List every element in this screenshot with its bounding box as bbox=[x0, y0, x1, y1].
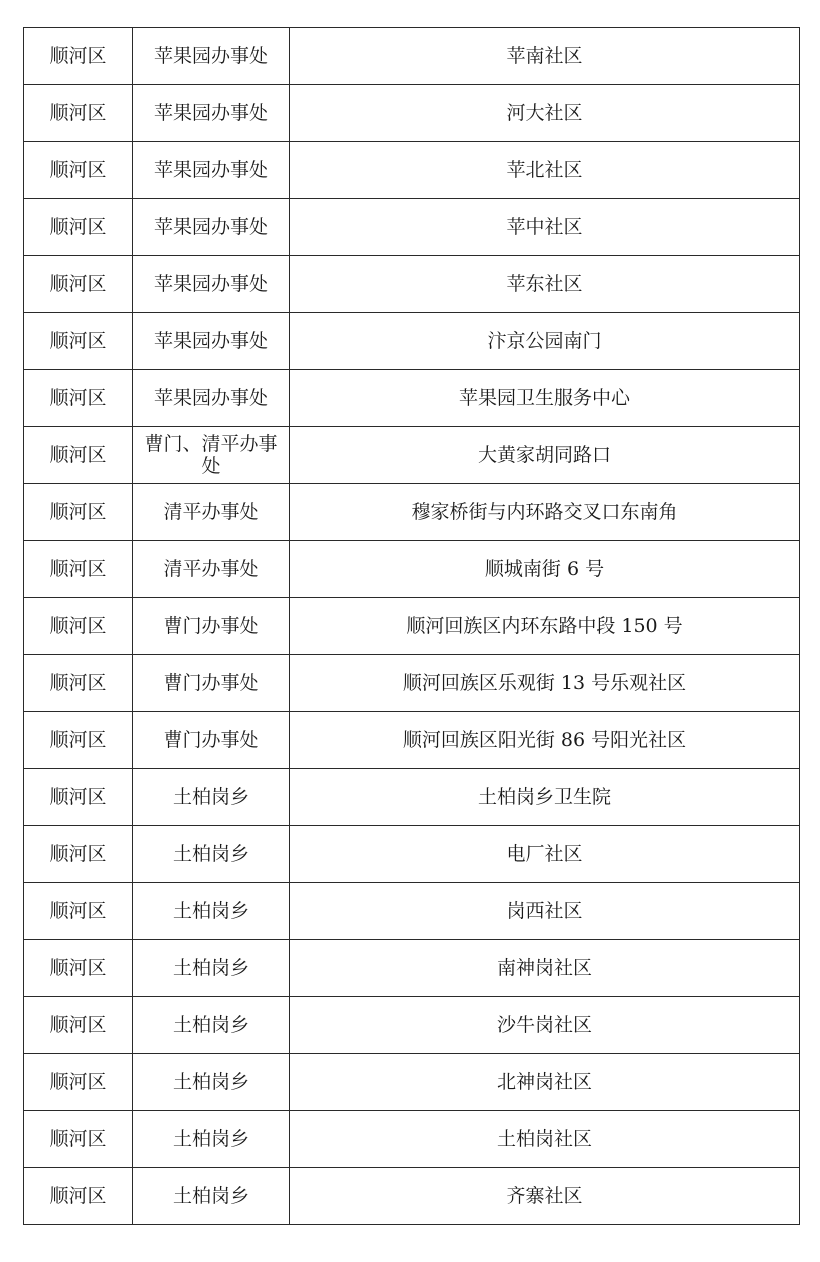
table-row bbox=[24, 940, 800, 997]
table-row bbox=[24, 826, 800, 883]
district-cell: 顺河区 bbox=[24, 142, 133, 199]
district-cell: 顺河区 bbox=[24, 940, 133, 997]
table-row bbox=[24, 256, 800, 313]
office-label: 曹门、清平办事处 bbox=[144, 433, 278, 477]
table-row bbox=[24, 142, 800, 199]
table-row bbox=[24, 883, 800, 940]
table-row bbox=[24, 1168, 800, 1225]
office-cell bbox=[133, 1111, 290, 1168]
office-label: 苹果园办事处 bbox=[153, 387, 268, 409]
district-cell: 顺河区 bbox=[24, 655, 133, 712]
office-label: 清平办事处 bbox=[163, 558, 259, 580]
district-cell: 顺河区 bbox=[24, 997, 133, 1054]
location-cell: 南神岗社区 bbox=[290, 940, 800, 997]
office-label: 土柏岗乡 bbox=[172, 786, 249, 808]
district-cell: 顺河区 bbox=[24, 313, 133, 370]
office-cell bbox=[133, 997, 290, 1054]
district-cell: 顺河区 bbox=[24, 427, 133, 484]
table-row bbox=[24, 655, 800, 712]
office-cell bbox=[133, 712, 290, 769]
sites-table bbox=[23, 27, 800, 1225]
location-cell: 穆家桥街与内环路交叉口东南角 bbox=[290, 484, 800, 541]
office-cell bbox=[133, 484, 290, 541]
district-cell: 顺河区 bbox=[24, 1054, 133, 1111]
location-cell: 大黄家胡同路口 bbox=[290, 427, 800, 484]
table-row bbox=[24, 712, 800, 769]
office-label: 曹门办事处 bbox=[163, 729, 259, 751]
location-cell: 齐寨社区 bbox=[290, 1168, 800, 1225]
office-cell bbox=[133, 769, 290, 826]
location-cell: 顺河回族区阳光街 86 号阳光社区 bbox=[290, 712, 800, 769]
location-cell: 沙牛岗社区 bbox=[290, 997, 800, 1054]
location-cell: 顺城南街 6 号 bbox=[290, 541, 800, 598]
table-row bbox=[24, 313, 800, 370]
district-cell: 顺河区 bbox=[24, 1168, 133, 1225]
office-cell bbox=[133, 256, 290, 313]
location-cell: 苹果园卫生服务中心 bbox=[290, 370, 800, 427]
district-cell: 顺河区 bbox=[24, 883, 133, 940]
location-cell: 土柏岗社区 bbox=[290, 1111, 800, 1168]
office-cell bbox=[133, 541, 290, 598]
office-cell bbox=[133, 313, 290, 370]
office-cell bbox=[133, 826, 290, 883]
office-label: 苹果园办事处 bbox=[153, 102, 268, 124]
location-cell: 顺河回族区内环东路中段 150 号 bbox=[290, 598, 800, 655]
office-label: 土柏岗乡 bbox=[172, 1014, 249, 1036]
office-cell bbox=[133, 370, 290, 427]
location-cell: 河大社区 bbox=[290, 85, 800, 142]
district-cell: 顺河区 bbox=[24, 769, 133, 826]
district-cell: 顺河区 bbox=[24, 541, 133, 598]
table-row bbox=[24, 1054, 800, 1111]
table-row bbox=[24, 427, 800, 484]
office-cell bbox=[133, 655, 290, 712]
table-row bbox=[24, 28, 800, 85]
district-cell: 顺河区 bbox=[24, 370, 133, 427]
office-label: 土柏岗乡 bbox=[172, 957, 249, 979]
district-cell: 顺河区 bbox=[24, 826, 133, 883]
office-cell bbox=[133, 598, 290, 655]
office-label: 土柏岗乡 bbox=[172, 1071, 249, 1093]
office-label: 土柏岗乡 bbox=[172, 900, 249, 922]
office-label: 曹门办事处 bbox=[163, 615, 259, 637]
location-cell: 苹东社区 bbox=[290, 256, 800, 313]
office-cell bbox=[133, 1168, 290, 1225]
office-cell bbox=[133, 883, 290, 940]
table-row bbox=[24, 484, 800, 541]
location-cell: 岗西社区 bbox=[290, 883, 800, 940]
office-label: 苹果园办事处 bbox=[153, 216, 268, 238]
district-cell: 顺河区 bbox=[24, 598, 133, 655]
table-row bbox=[24, 541, 800, 598]
location-cell: 北神岗社区 bbox=[290, 1054, 800, 1111]
location-cell: 汴京公园南门 bbox=[290, 313, 800, 370]
location-cell: 电厂社区 bbox=[290, 826, 800, 883]
district-cell: 顺河区 bbox=[24, 199, 133, 256]
table-row bbox=[24, 85, 800, 142]
district-cell: 顺河区 bbox=[24, 256, 133, 313]
office-label: 苹果园办事处 bbox=[153, 330, 268, 352]
table-row bbox=[24, 199, 800, 256]
table-row bbox=[24, 370, 800, 427]
office-cell bbox=[133, 427, 290, 484]
office-label: 土柏岗乡 bbox=[172, 1128, 249, 1150]
table-row bbox=[24, 997, 800, 1054]
office-label: 土柏岗乡 bbox=[172, 843, 249, 865]
location-cell: 苹中社区 bbox=[290, 199, 800, 256]
table-row bbox=[24, 598, 800, 655]
district-cell: 顺河区 bbox=[24, 1111, 133, 1168]
location-cell: 苹南社区 bbox=[290, 28, 800, 85]
location-cell: 顺河回族区乐观街 13 号乐观社区 bbox=[290, 655, 800, 712]
office-cell bbox=[133, 28, 290, 85]
office-cell bbox=[133, 1054, 290, 1111]
office-label: 曹门办事处 bbox=[163, 672, 259, 694]
office-cell bbox=[133, 199, 290, 256]
office-cell bbox=[133, 142, 290, 199]
office-cell bbox=[133, 85, 290, 142]
table-body bbox=[24, 28, 800, 1225]
table-row bbox=[24, 769, 800, 826]
district-cell: 顺河区 bbox=[24, 484, 133, 541]
location-cell: 苹北社区 bbox=[290, 142, 800, 199]
district-cell: 顺河区 bbox=[24, 28, 133, 85]
district-cell: 顺河区 bbox=[24, 712, 133, 769]
location-cell: 土柏岗乡卫生院 bbox=[290, 769, 800, 826]
office-label: 苹果园办事处 bbox=[153, 159, 268, 181]
district-cell: 顺河区 bbox=[24, 85, 133, 142]
office-cell bbox=[133, 940, 290, 997]
office-label: 苹果园办事处 bbox=[153, 273, 268, 295]
table-row bbox=[24, 1111, 800, 1168]
office-label: 苹果园办事处 bbox=[153, 45, 268, 67]
office-label: 土柏岗乡 bbox=[172, 1185, 249, 1207]
office-label: 清平办事处 bbox=[163, 501, 259, 523]
